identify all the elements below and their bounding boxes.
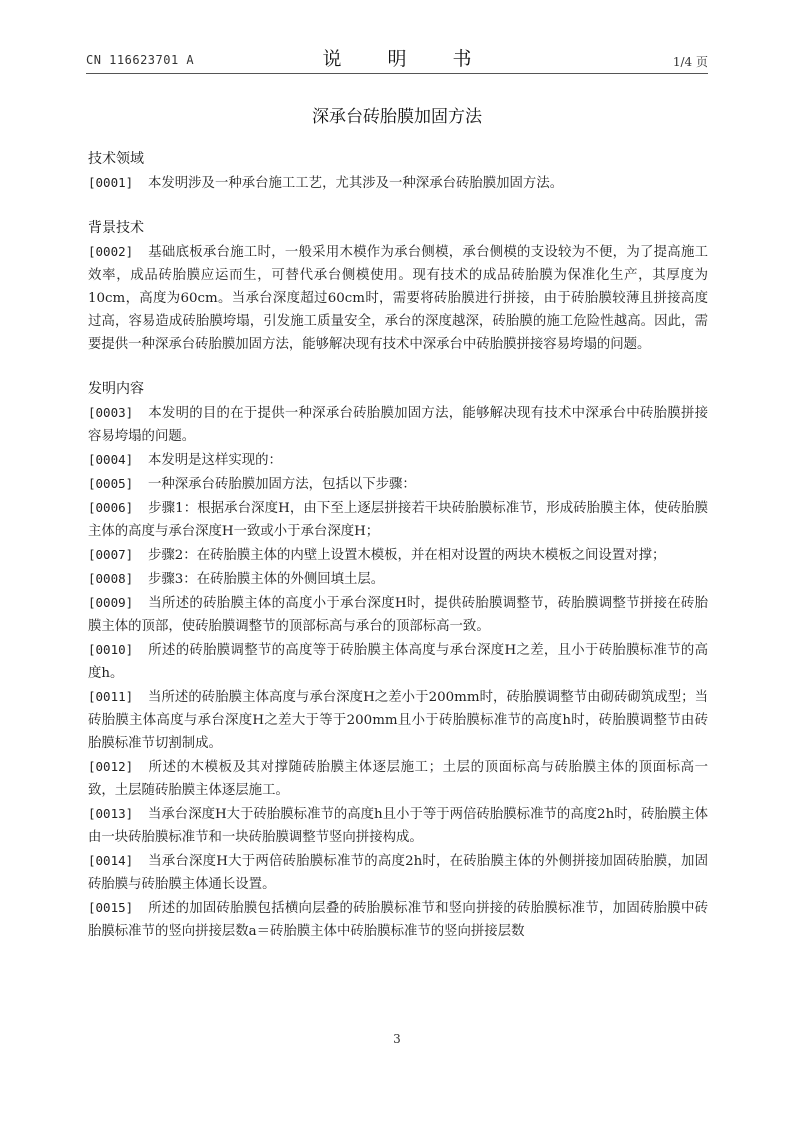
paragraph-number: [0004]: [88, 452, 134, 467]
paragraph-text: 基础底板承台施工时，一般采用木模作为承台侧模，承台侧模的支设较为不便，为了提高施工效率，成品砖胎膜应运而生，可替代承台侧模使用。现有技术的成品砖胎膜为保准化生产，其厚度为10cm，高度为60cm。当承台深度超过60cm时，需要将砖胎膜进行拼接，由于砖胎膜较薄且拼接高度过高，容易造成砖胎膜垮塌，引发施工质量安全，承台的深度越深，砖胎膜的施工危险性越高。因此，需要提供一种深承台砖胎膜加固方法，能够解决现有技术中深承台中砖胎膜拼接容易垮塌的问题。: [88, 245, 708, 352]
paragraph: [88, 472, 708, 496]
publication-number: CN 116623701 A: [86, 53, 195, 67]
paragraph-number: [0014]: [88, 853, 134, 868]
paragraph-number: [0005]: [88, 476, 134, 491]
paragraph-number: [0006]: [88, 500, 134, 515]
paragraph: [88, 240, 708, 356]
paragraph-number: [0002]: [88, 244, 134, 259]
paragraph: [88, 591, 708, 638]
page-number: 3: [393, 1032, 401, 1046]
document-title: 深承台砖胎膜加固方法: [312, 107, 482, 127]
paragraph: [88, 567, 708, 591]
paragraph-number: [0009]: [88, 595, 134, 610]
paragraph: [88, 849, 708, 896]
paragraph-text: 步骤2：在砖胎膜主体的内壁上设置木模板，并在相对设置的两块木模板之间设置对撑；: [148, 548, 666, 563]
paragraph: [88, 755, 708, 802]
paragraph: [88, 802, 708, 849]
paragraph-number: [0012]: [88, 759, 134, 774]
paragraph-number: [0001]: [88, 175, 134, 190]
paragraph-number: [0007]: [88, 547, 134, 562]
paragraph-text: 本发明是这样实现的：: [148, 453, 282, 468]
page-header: [86, 42, 708, 76]
paragraph-text: 步骤1：根据承台深度H，由下至上逐层拼接若干块砖胎膜标准节，形成砖胎膜主体，使砖胎膜主体的高度与承台深度H一致或小于承台深度H；: [88, 501, 708, 539]
paragraph-text: 所述的砖胎膜调整节的高度等于砖胎膜主体高度与承台深度H之差，且小于砖胎膜标准节的高度h。: [88, 643, 708, 681]
paragraph-text: 一种深承台砖胎膜加固方法，包括以下步骤：: [148, 477, 416, 492]
paragraph-text: 步骤3：在砖胎膜主体的外侧回填土层。: [148, 572, 385, 587]
paragraph-number: [0010]: [88, 642, 134, 657]
paragraph-text: 当所述的砖胎膜主体的高度小于承台深度H时，提供砖胎膜调整节，砖胎膜调整节拼接在砖胎膜主体的顶部，使砖胎膜调整节的顶部标高与承台的顶部标高一致。: [88, 596, 708, 634]
paragraph-text: 本发明涉及一种承台施工工艺，尤其涉及一种深承台砖胎膜加固方法。: [148, 176, 564, 191]
document-type: 说 明 书: [322, 48, 492, 70]
paragraph-number: [0011]: [88, 689, 134, 704]
paragraph-number: [0008]: [88, 571, 134, 586]
paragraph: [88, 896, 708, 943]
paragraph: [88, 171, 708, 195]
page-indicator: 1/4 页: [672, 55, 708, 69]
paragraph: [88, 496, 708, 543]
paragraph-number: [0015]: [88, 900, 134, 915]
paragraph: [88, 638, 708, 685]
section-heading: 发明内容: [88, 381, 144, 397]
paragraph-text: 当承台深度H大于砖胎膜标准节的高度h且小于等于两倍砖胎膜标准节的高度2h时，砖胎膜主体由一块砖胎膜标准节和一块砖胎膜调整节竖向拼接构成。: [88, 807, 708, 845]
header-rule: [86, 73, 708, 74]
paragraph-text: 所述的木模板及其对撑随砖胎膜主体逐层施工；土层的顶面标高与砖胎膜主体的顶面标高一致，土层随砖胎膜主体逐层施工。: [88, 760, 708, 798]
paragraph-text: 当承台深度H大于两倍砖胎膜标准节的高度2h时，在砖胎膜主体的外侧拼接加固砖胎膜，加固砖胎膜与砖胎膜主体通长设置。: [88, 854, 708, 892]
paragraph: [88, 543, 708, 567]
section-heading: 背景技术: [88, 220, 144, 236]
section-heading: 技术领域: [88, 151, 144, 167]
paragraph-number: [0003]: [88, 405, 134, 420]
paragraph-number: [0013]: [88, 806, 134, 821]
paragraph: [88, 401, 708, 448]
paragraph: [88, 448, 708, 472]
paragraph-text: 所述的加固砖胎膜包括横向层叠的砖胎膜标准节和竖向拼接的砖胎膜标准节，加固砖胎膜中砖胎膜标准节的竖向拼接层数a＝砖胎膜主体中砖胎膜标准节的竖向拼接层数: [88, 901, 708, 939]
paragraph-text: 本发明的目的在于提供一种深承台砖胎膜加固方法，能够解决现有技术中深承台中砖胎膜拼接容易垮塌的问题。: [88, 406, 708, 444]
paragraph-text: 当所述的砖胎膜主体高度与承台深度H之差小于200mm时，砖胎膜调整节由砌砖砌筑成型；当砖胎膜主体高度与承台深度H之差大于等于200mm且小于砖胎膜标准节的高度h时，砖胎膜调整节由砖胎膜标准节切割制成。: [88, 690, 708, 751]
paragraph: [88, 685, 708, 755]
document-body: [88, 148, 708, 943]
